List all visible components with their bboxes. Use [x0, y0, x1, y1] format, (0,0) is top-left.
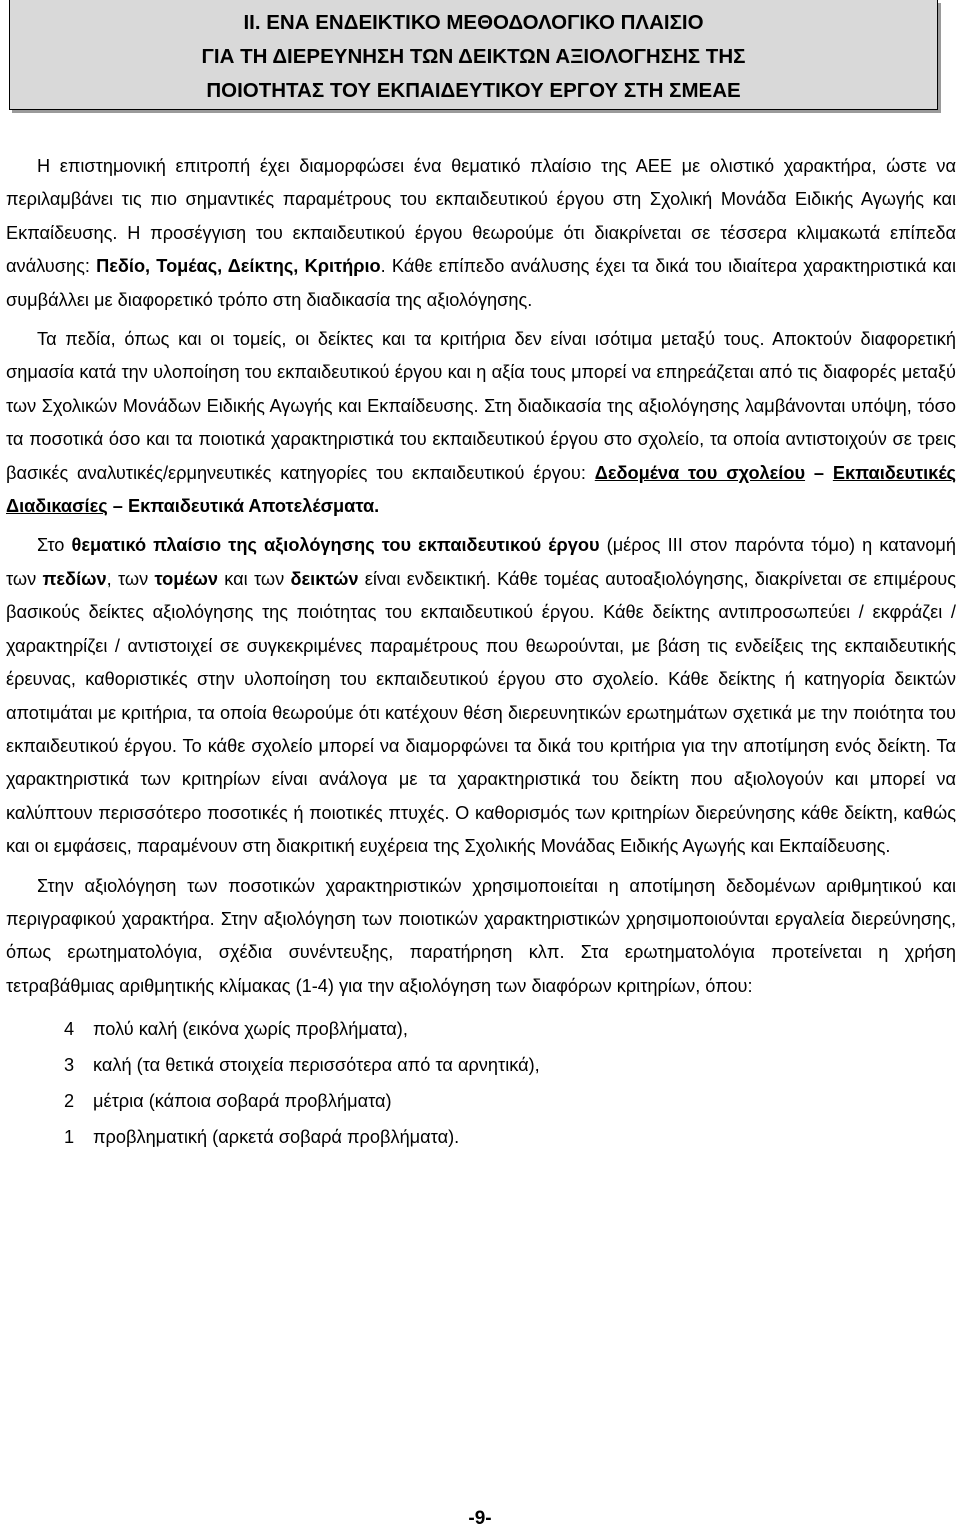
category-separator: –: [107, 496, 128, 517]
rating-label: καλή (τα θετικά στοιχεία περισσότερα από τα αρνητικά),: [93, 1055, 540, 1076]
category-educational-outcomes: Εκπαιδευτικά Αποτελέσματα: [127, 496, 375, 517]
rating-value: 3: [64, 1055, 75, 1076]
rating-label: πολύ καλή (εικόνα χωρίς προβλήματα),: [93, 1019, 408, 1040]
thematic-framework-term: θεματικό πλαίσιο της αξιολόγησης του εκπαιδευτικού έργου: [71, 535, 600, 556]
category-separator: –: [805, 462, 833, 483]
page-number: -9-: [468, 1508, 492, 1529]
rating-scale-list: [6, 1011, 956, 1155]
paragraph-3-text: Στο: [37, 535, 72, 556]
body-text: [6, 150, 956, 1155]
paragraph-1-text-end: . Κάθε επίπεδο ανάλυσης έχει τα δικά του ιδιαίτερα χαρακτηριστικά και συμβάλλει με διαφορετικό τρόπο στη διαδικασία της αξιολόγησης.: [6, 256, 956, 310]
section-title-line-1: II. ΕΝΑ ΕΝΔΕΙΚΤΙΚΟ ΜΕΘΟΔΟΛΟΓΙΚΟ ΠΛΑΙΣΙΟ: [243, 10, 704, 34]
paragraph-4: Στην αξιολόγηση των ποσοτικών χαρακτηριστικών χρησιμοποιείται η αποτίμηση δεδομένων αριθμητικού και περιγραφικού χαρακτήρα. Στην αξιολόγηση των ποιοτικών χαρακτηριστικών χρησιμοποιούνται εργαλεία διερεύνησης, όπως ερωτηματολόγια, σχέδια συνέντευξης, παρατήρηση κλπ. Στα ερωτηματολόγια προτείνεται η χρήση τετραβάθμιας αριθμητικής κλίμακας (1-4) για την αξιολόγηση των διαφόρων κριτηρίων, όπου:: [6, 875, 956, 996]
rating-value: 1: [64, 1127, 75, 1148]
paragraph-2: [6, 323, 956, 523]
paragraph-1: [6, 150, 956, 317]
rating-value: 4: [64, 1019, 75, 1040]
paragraph-3-text: , των: [106, 568, 155, 589]
section-title-box: [9, 0, 938, 110]
sectors-term: τομέων: [154, 568, 219, 589]
rating-scale-item: [64, 1011, 956, 1047]
rating-value: 2: [64, 1091, 75, 1112]
analysis-levels: Πεδίο, Τομέας, Δείκτης, Κριτήριο: [96, 256, 381, 277]
category-educational-processes: Εκπαιδευτικές Διαδικασίες: [6, 462, 956, 517]
rating-scale-item: [64, 1083, 956, 1119]
fields-term: πεδίων: [42, 568, 107, 589]
paragraph-2-text: Τα πεδία, όπως και οι τομείς, οι δείκτες και τα κριτήρια δεν είναι ισότιμα μεταξύ τους. Αποκτούν διαφορετική σημασία κατά την υλοποίηση του εκπαιδευτικού έργου και η αξία τους μπορεί να επηρεάζεται από τις διαφορές μεταξύ των Σχολικών Μονάδων Ειδικής Αγωγής και Εκπαίδευσης. Στη διαδικασία της αξιολόγησης λαμβάνονται υπόψη, τόσο τα ποσοτικά όσο και τα ποιοτικά χαρακτηριστικά του εκπαιδευτικού έργου στο σχολείο, τα οποία αντιστοιχούν σε τρεις βασικές αναλυτικές/ερμηνευτικές κατηγορίες του εκπαιδευτικού έργου:: [6, 329, 956, 483]
paragraph-3: [6, 529, 956, 863]
rating-scale-item: [64, 1119, 956, 1155]
paragraph-1-text: Η επιστημονική επιτροπή έχει διαμορφώσει ένα θεματικό πλαίσιο της ΑΕΕ με ολιστικό χαρακτήρα, ώστε να περιλαμβάνει τις πιο σημαντικές παραμέτρους του εκπαιδευτικού έργου στη Σχολική Μονάδα Ειδικής Αγωγής και Εκπαίδευσης. Η προσέγγιση του εκπαιδευτικού έργου θεωρούμε ότι διακρίνεται σε τέσσερα κλιμακωτά επίπεδα ανάλυσης:: [6, 156, 956, 277]
indicators-term: δεικτών: [290, 568, 359, 589]
paragraph-3-text: είναι ενδεικτική. Κάθε τομέας αυτοαξιολόγησης, διακρίνεται σε επιμέρους βασικούς δείκτες αξιολόγησης της ποιότητας του εκπαιδευτικού έργου. Κάθε δείκτης αντιπροσωπεύει / εκφράζει / χαρακτηρίζει / αντιστοιχεί σε συγκεκριμένες παραμέτρους που θεωρούνται, με βάση τις ενδείξεις της εκπαιδευτικής έρευνας, καθοριστικές στην υλοποίηση του εκπαιδευτικού έργου στο σχολείο. Κάθε δείκτης ή κατηγορία δεικτών αποτιμάται με κριτήρια, τα οποία θεωρούμε ότι κατέχουν θέση διερευνητικών ερωτημάτων σχετικά με την ποιότητα του εκπαιδευτικού έργου. Το κάθε σχολείο μπορεί να διαμορφώνει τα δικά του κριτήρια για την αποτίμηση ενός δείκτη. Τα χαρακτηριστικά των κριτηρίων είναι ανάλογα με τα χαρακτηριστικά του δείκτη που αξιολογούν και μπορεί να καλύπτουν περισσότερο ποσοτικές ή ποιοτικές πτυχές. Ο καθορισμός των κριτηρίων διερεύνησης κάθε δείκτη, καθώς και οι εμφάσεις, παραμένουν στη διακριτική ευχέρεια της Σχολικής Μονάδας Ειδικής Αγωγής και Εκπαίδευσης.: [6, 568, 956, 857]
section-title-line-2: ΓΙΑ ΤΗ ΔΙΕΡΕΥΝΗΣΗ ΤΩΝ ΔΕΙΚΤΩΝ ΑΞΙΟΛΟΓΗΣΗΣ ΤΗΣ: [201, 44, 746, 68]
paragraph-3-text: και των: [218, 568, 291, 589]
section-title-line-3: ΠΟΙΟΤΗΤΑΣ ΤΟΥ ΕΚΠΑΙΔΕΥΤΙΚΟΥ ΕΡΓΟΥ ΣΤΗ ΣΜΕΑΕ: [206, 78, 741, 102]
rating-scale-item: [64, 1047, 956, 1083]
rating-label: προβληματική (αρκετά σοβαρά προβλήματα).: [93, 1127, 460, 1148]
paragraph-3-text: (μέρος ΙΙΙ στον παρόντα τόμο) η κατανομή των: [6, 535, 957, 589]
paragraph-2-end: .: [374, 496, 380, 517]
category-school-data: Δεδομένα του σχολείου: [594, 462, 806, 483]
rating-label: μέτρια (κάποια σοβαρά προβλήματα): [93, 1091, 392, 1112]
